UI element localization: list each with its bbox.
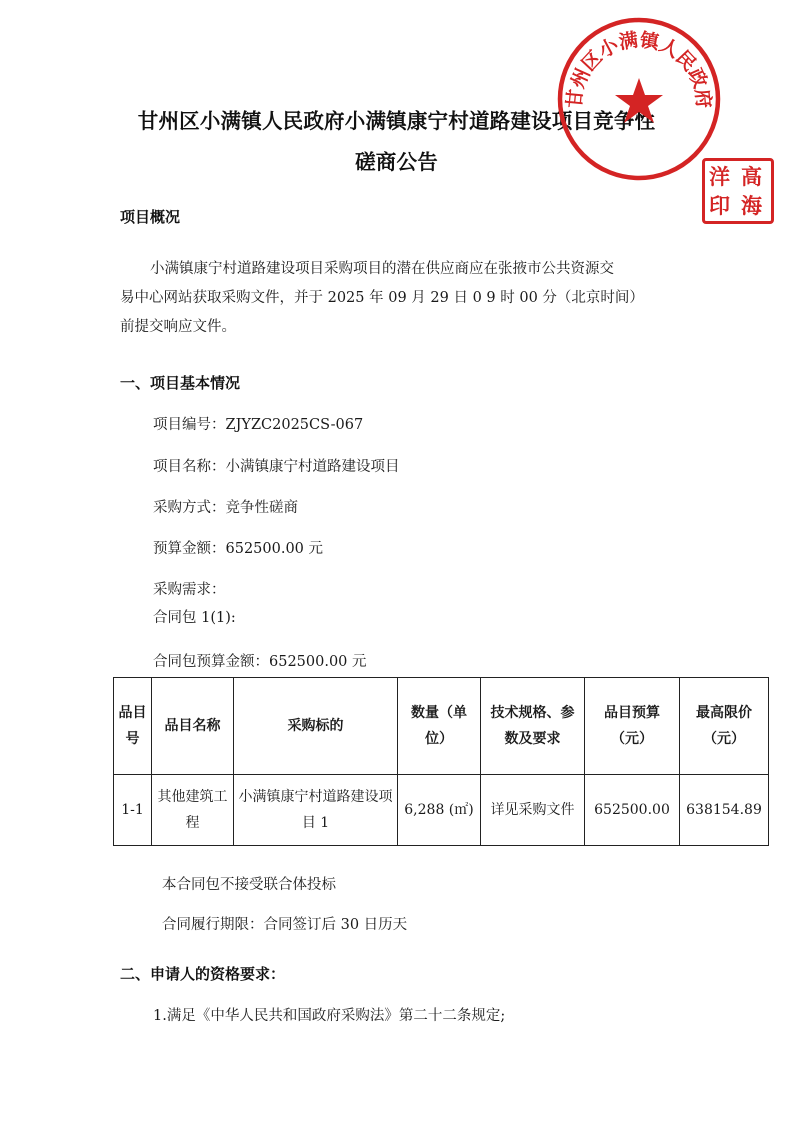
overview-line1: 小满镇康宁村道路建设项目采购项目的潜在供应商应在张掖市公共资源交 [150, 261, 614, 277]
table-cell: 其他建筑工程 [152, 775, 234, 846]
overview-line2: 易中心网站获取采购文件，并于 2025 年 09 月 29 日 0 9 时 00 分（北京时间） [120, 290, 644, 306]
table-header-cell: 品目名称 [152, 678, 234, 775]
qualification-item-1: 1.满足《中华人民共和国政府采购法》第二十二条规定; [153, 1008, 506, 1024]
overview-paragraph [120, 255, 680, 342]
seal-text: 甘州区小满镇人民政府 [563, 29, 715, 110]
table-header-cell: 品目预算（元） [585, 678, 680, 775]
contract-package: 合同包 1(1): [153, 610, 236, 626]
stamp-char: 高 [741, 165, 762, 189]
consortium-note: 本合同包不接受联合体投标 [162, 877, 336, 893]
table-cell: 638154.89 [680, 775, 769, 846]
stamp-char: 洋 [709, 165, 730, 189]
project-name: 项目名称：小满镇康宁村道路建设项目 [153, 459, 400, 475]
contract-period: 合同履行期限：合同签订后 30 日历天 [162, 917, 408, 933]
table-cell: 1-1 [114, 775, 152, 846]
doc-title-line1: 甘州区小满镇人民政府小满镇康宁村道路建设项目竞争性 [137, 109, 656, 133]
table-header-row [114, 678, 769, 775]
table-cell: 6,288 (㎡) [398, 775, 481, 846]
procurement-method: 采购方式：竞争性磋商 [153, 500, 298, 516]
seal-star-icon [615, 78, 663, 123]
table-header-cell: 品目号 [114, 678, 152, 775]
table-header-cell: 技术规格、参数及要求 [481, 678, 585, 775]
budget-amount: 预算金额：652500.00 元 [153, 541, 324, 557]
section2-heading: 二、申请人的资格要求： [120, 965, 286, 983]
package-budget: 合同包预算金额：652500.00 元 [153, 654, 367, 670]
table-row [114, 775, 769, 846]
section1-heading: 一、项目基本情况 [120, 374, 241, 392]
official-seal [556, 16, 722, 182]
stamp-char: 印 [709, 194, 730, 218]
table-header-cell: 采购标的 [234, 678, 398, 775]
procurement-demand: 采购需求： [153, 582, 226, 598]
doc-title-line2: 磋商公告 [355, 150, 438, 174]
items-table [113, 677, 769, 846]
table-cell: 652500.00 [585, 775, 680, 846]
table-header-cell: 最高限价（元） [680, 678, 769, 775]
overview-heading: 项目概况 [120, 208, 181, 226]
table-cell: 小满镇康宁村道路建设项目 1 [234, 775, 398, 846]
table-header-cell: 数量（单位） [398, 678, 481, 775]
project-number: 项目编号：ZJYZC2025CS-067 [153, 417, 364, 433]
overview-line3: 前提交响应文件。 [120, 319, 236, 335]
stamp-char: 海 [741, 194, 762, 218]
name-stamp [702, 158, 774, 224]
table-cell: 详见采购文件 [481, 775, 585, 846]
